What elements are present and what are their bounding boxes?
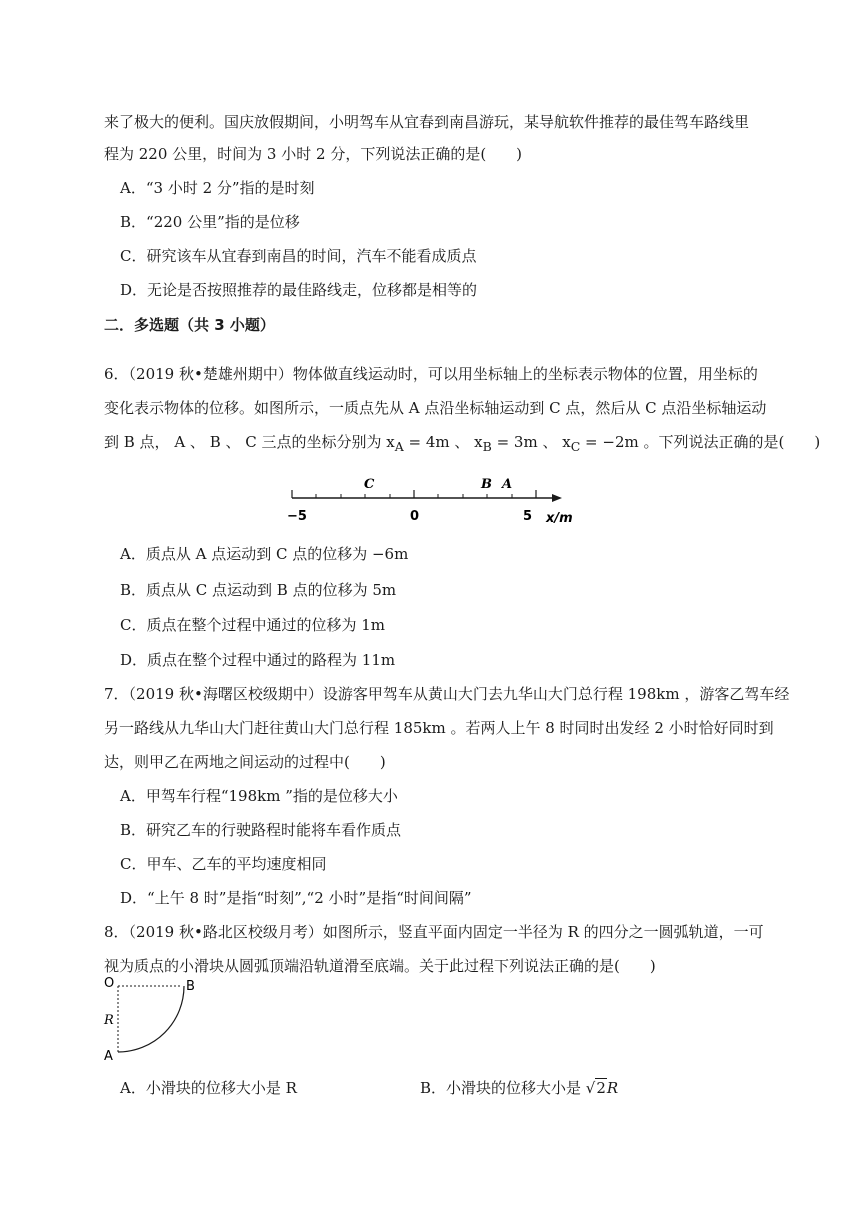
- q5-option-c: C．研究该车从宜春到南昌的时间，汽车不能看成质点: [120, 247, 477, 265]
- q6-option-b: B．质点从 C 点运动到 B 点的位移为 5m: [120, 581, 397, 599]
- axis-ticks: [292, 490, 536, 498]
- sqrt-radicand: 2: [596, 1079, 606, 1097]
- q6-eq-a: = 4m 、 x: [403, 433, 483, 451]
- tick-label-minus-5: −5: [287, 509, 307, 524]
- q7-option-a: A．甲驾车行程“198km ”指的是位移大小: [120, 787, 398, 805]
- axis-arrow-icon: [552, 494, 562, 502]
- q8-option-b-text: B．小滑块的位移大小是: [420, 1079, 586, 1097]
- tick-label-5: 5: [523, 509, 533, 524]
- q6-option-c: C．质点在整个过程中通过的位移为 1m: [120, 616, 386, 634]
- quarter-arc-figure: [100, 974, 210, 1064]
- fig-label-r: R: [104, 1013, 114, 1028]
- subscript-c: C: [570, 439, 581, 454]
- q6-line-2: 变化表示物体的位移。如图所示，一质点先从 A 点沿坐标轴运动到 C 点，然后从 C 点沿坐标轴运动: [104, 399, 767, 417]
- q6-eq-c: = −2m 。下列说法正确的是( ): [580, 433, 821, 451]
- fig-label-b: B: [186, 979, 195, 994]
- fig-label-a: A: [104, 1049, 113, 1064]
- q8-line-1: 8．（2019 秋•路北区校级月考）如图所示，竖直平面内固定一半径为 R 的四分之一圆弧轨道，一可: [104, 923, 764, 941]
- subscript-a: A: [394, 439, 404, 454]
- tick-label-0: 0: [410, 509, 420, 524]
- q6-option-a: A．质点从 A 点运动到 C 点的位移为 −6m: [120, 545, 409, 563]
- q6-line-3-part: 到 B 点， A 、 B 、 C 三点的坐标分别为 x: [104, 433, 395, 451]
- point-label-a: A: [502, 477, 513, 492]
- number-line-figure: [284, 470, 584, 530]
- q8-line-2: 视为质点的小滑块从圆弧顶端沿轨道滑至底端。关于此过程下列说法正确的是( ): [104, 957, 656, 975]
- q6-line-1: 6．（2019 秋•楚雄州期中）物体做直线运动时，可以用坐标轴上的坐标表示物体的位置，用坐标的: [104, 365, 758, 383]
- q5-option-a: A．“3 小时 2 分”指的是时刻: [120, 179, 315, 197]
- q8-option-b: [420, 1078, 618, 1098]
- point-label-c: C: [364, 477, 375, 492]
- section-heading: 二．多选题（共 3 小题）: [104, 316, 275, 334]
- q7-option-d: D．“上午 8 时”是指“时刻”,“2 小时”是指“时间间隔”: [120, 889, 472, 907]
- q6-option-d: D．质点在整个过程中通过的路程为 11m: [120, 651, 396, 669]
- q5-option-b: B．“220 公里”指的是位移: [120, 213, 300, 231]
- q5-option-d: D．无论是否按照推荐的最佳路线走，位移都是相等的: [120, 281, 478, 299]
- q5-line-2: 程为 220 公里，时间为 3 小时 2 分，下列说法正确的是( ): [104, 145, 523, 163]
- q7-option-c: C．甲车、乙车的平均速度相同: [120, 855, 327, 873]
- arc-track: [118, 986, 184, 1052]
- axis-unit-label: x/m: [546, 511, 573, 526]
- fig-label-o: O: [104, 976, 115, 991]
- q7-line-2: 另一路线从九华山大门赶往黄山大门总行程 185km 。若两人上午 8 时同时出发经 2 小时恰好同时到: [104, 719, 774, 737]
- q7-option-b: B．研究乙车的行驶路程时能将车看作质点: [120, 821, 402, 839]
- sqrt-expression: √2: [585, 1079, 606, 1097]
- q7-line-1: 7．（2019 秋•海曙区校级期中）设游客甲驾车从黄山大门去九华山大门总行程 198km ，游客乙驾车经: [104, 685, 790, 703]
- q8-option-b-var: R: [606, 1079, 619, 1097]
- subscript-b: B: [482, 439, 492, 454]
- q6-line-3: [104, 432, 820, 457]
- q7-line-3: 达，则甲乙在两地之间运动的过程中( ): [104, 753, 386, 771]
- point-label-b: B: [481, 477, 492, 492]
- q5-line-1: 来了极大的便利。国庆放假期间，小明驾车从宜春到南昌游玩，某导航软件推荐的最佳驾车路线里: [104, 113, 750, 131]
- q6-eq-b: = 3m 、 x: [491, 433, 571, 451]
- q8-option-a: A．小滑块的位移大小是 R: [120, 1079, 297, 1097]
